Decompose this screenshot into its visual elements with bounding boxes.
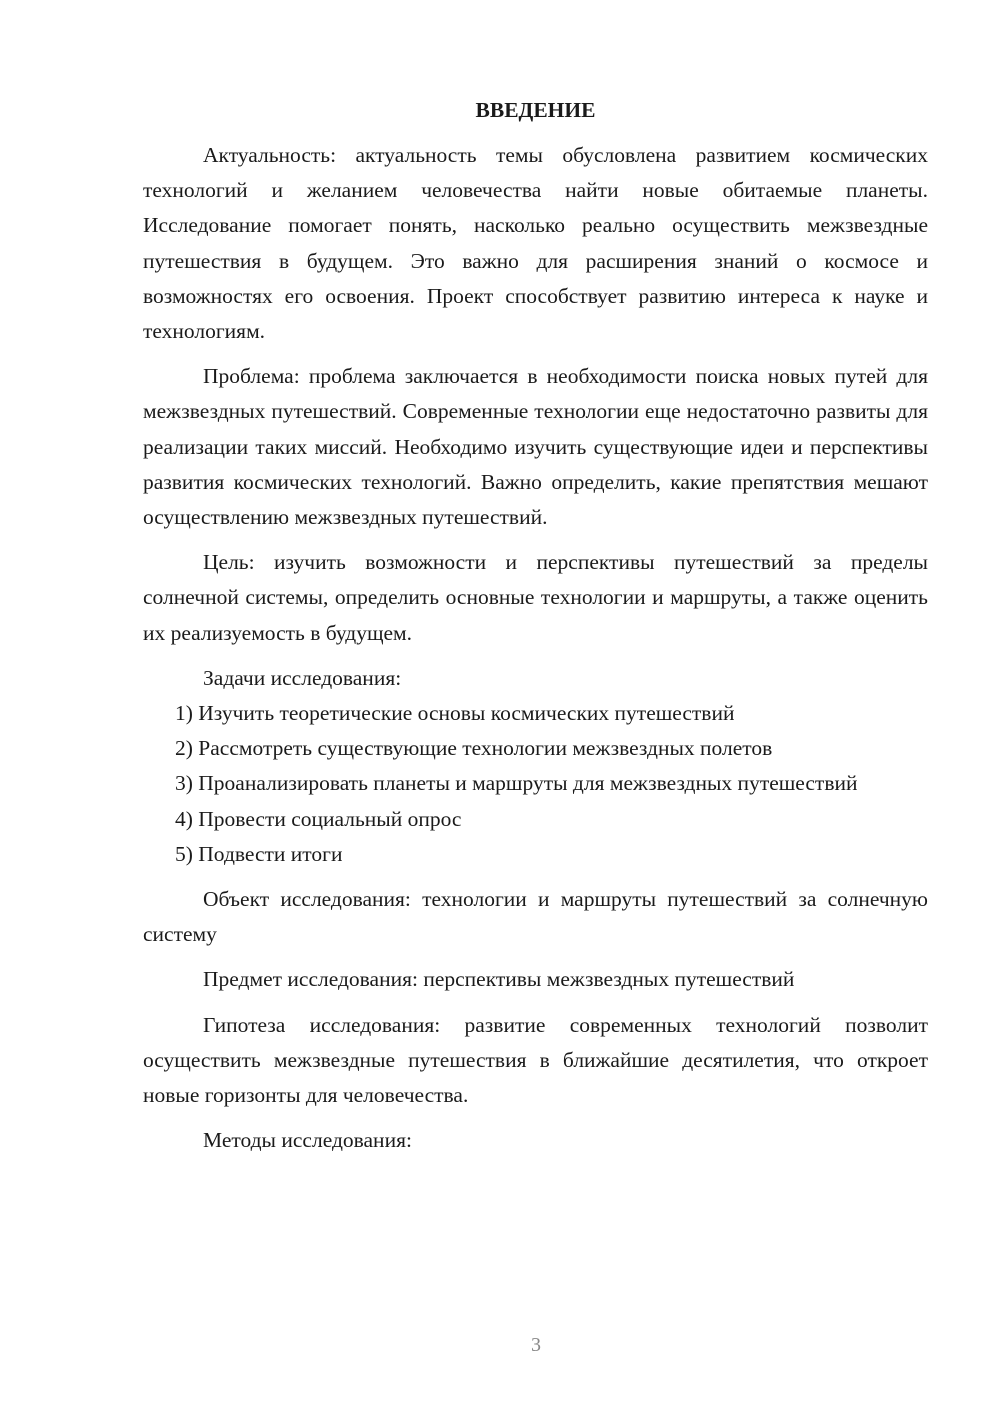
- task-item: 3) Проанализировать планеты и маршруты для межзвездных путешествий: [175, 771, 858, 796]
- paragraph-object: Объект исследования: технологии и маршруты путешествий за солнечную систему: [143, 887, 928, 947]
- task-item: 5) Подвести итоги: [175, 841, 343, 866]
- task-item: 4) Провести социальный опрос: [175, 806, 462, 831]
- paragraph-problem: Проблема: проблема заключается в необходимости поиска новых путей для межзвездных путешествий. Современные технологии еще недостаточно развиты для реализации таких миссий. Необходимо изучить существующие идеи и перспективы развития космических технологий. Важно определить, какие препятствия мешают осуществлению межзвездных путешествий.: [143, 364, 928, 530]
- paragraph-subject: Предмет исследования: перспективы межзвездных путешествий: [203, 967, 795, 992]
- page-content: [143, 96, 928, 1158]
- section-title: ВВЕДЕНИЕ: [475, 98, 596, 122]
- paragraph-goal: Цель: изучить возможности и перспективы путешествий за пределы солнечной системы, определить основные технологии и маршруты, а также оценить их реализуемость в будущем.: [143, 550, 928, 645]
- paragraph-relevance: Актуальность: актуальность темы обусловлена развитием космических технологий и желанием человечества найти новые обитаемые планеты. Исследование помогает понять, насколько реально осуществить межзвездные путешествия в будущем. Это важно для расширения знаний о космосе и возможностях его освоения. Проект способствует развитию интереса к науке и технологиям.: [143, 143, 928, 344]
- paragraph-hypothesis: Гипотеза исследования: развитие современных технологий позволит осуществить межзвездные путешествия в ближайшие десятилетия, что откроет новые горизонты для человечества.: [143, 1012, 928, 1108]
- task-item: 1) Изучить теоретические основы космических путешествий: [175, 701, 735, 726]
- methods-heading: Методы исследования:: [203, 1128, 412, 1153]
- task-item: 2) Рассмотреть существующие технологии межзвездных полетов: [175, 736, 773, 761]
- page-number: 3: [531, 1334, 541, 1356]
- tasks-heading: Задачи исследования:: [203, 665, 402, 690]
